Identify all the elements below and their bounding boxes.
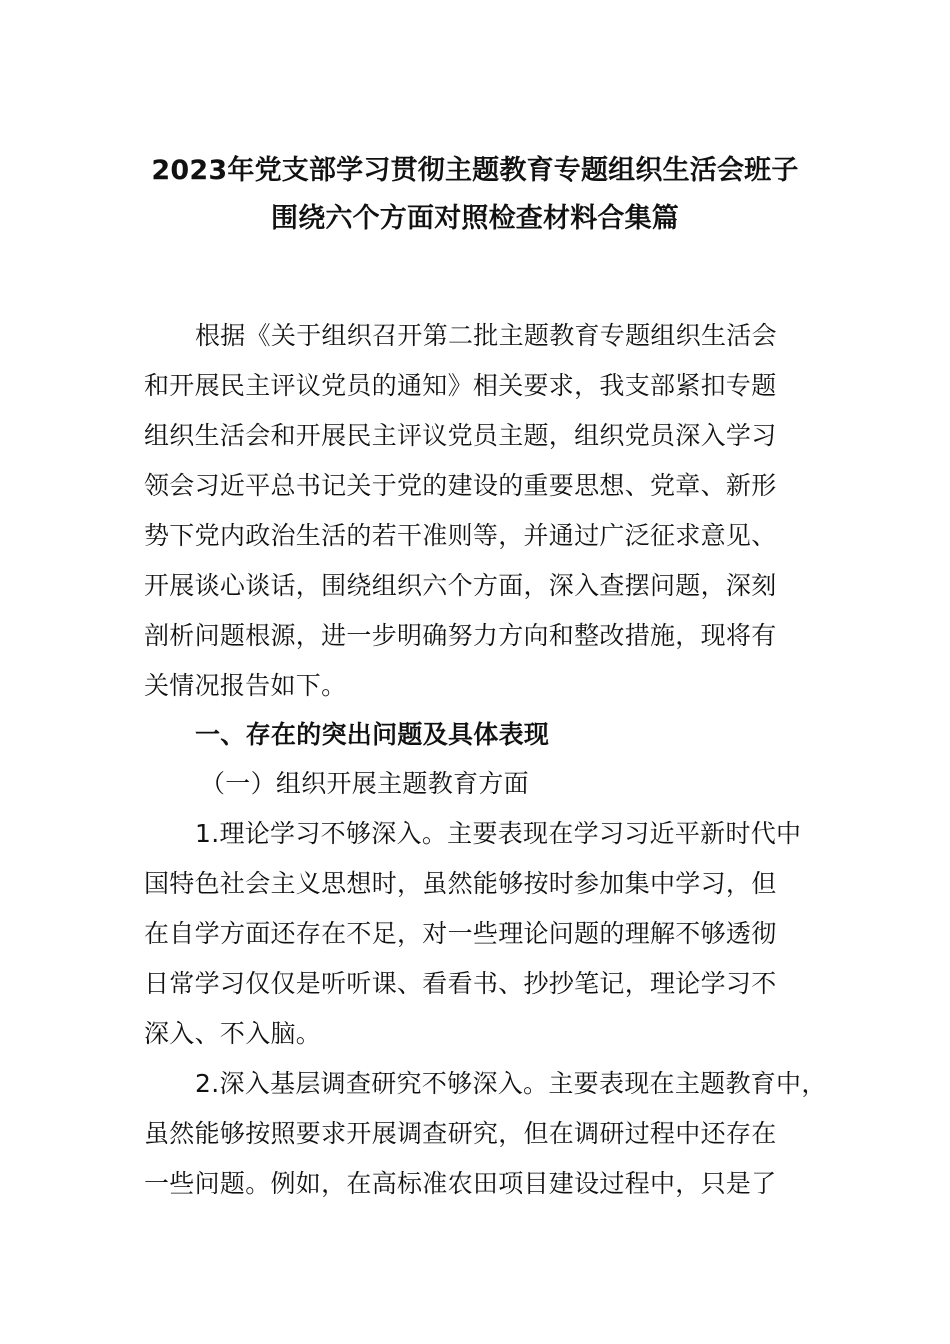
item1-line: 在自学方面还存在不足，对一些理论问题的理解不够透彻 <box>144 919 777 948</box>
item1-line: 日常学习仅仅是听听课、看看书、抄抄笔记，理论学习不 <box>144 969 777 998</box>
item2-line: 虽然能够按照要求开展调查研究，但在调研过程中还存在 <box>144 1119 777 1148</box>
document-title-line-1: 2023年党支部学习贯彻主题教育专题组织生活会班子 <box>151 155 799 186</box>
item1-line: 国特色社会主义思想时，虽然能够按时参加集中学习，但 <box>144 869 777 898</box>
intro-line: 势下党内政治生活的若干准则等，并通过广泛征求意见、 <box>144 521 777 550</box>
intro-line: 和开展民主评议党员的通知》相关要求，我支部紧扣专题 <box>144 371 777 400</box>
intro-line: 关情况报告如下。 <box>144 671 347 700</box>
document-title-line-2: 围绕六个方面对照检查材料合集篇 <box>271 203 679 234</box>
item1-line: 1.理论学习不够深入。主要表现在学习习近平新时代中 <box>195 819 802 848</box>
intro-line: 开展谈心谈话，围绕组织六个方面，深入查摆问题，深刻 <box>144 571 777 600</box>
section-heading: 一、存在的突出问题及具体表现 <box>195 720 550 749</box>
intro-line: 剖析问题根源，进一步明确努力方向和整改措施，现将有 <box>144 621 777 650</box>
intro-line: 根据《关于组织召开第二批主题教育专题组织生活会 <box>195 321 777 350</box>
item2-line: 2.深入基层调查研究不够深入。主要表现在主题教育中， <box>195 1069 827 1098</box>
subsection-heading: （一）组织开展主题教育方面 <box>200 769 529 798</box>
item2-line: 一些问题。例如，在高标准农田项目建设过程中，只是了 <box>144 1169 777 1198</box>
intro-line: 组织生活会和开展民主评议党员主题，组织党员深入学习 <box>144 421 777 450</box>
intro-line: 领会习近平总书记关于党的建设的重要思想、党章、新形 <box>144 471 777 500</box>
item1-line: 深入、不入脑。 <box>144 1019 322 1048</box>
